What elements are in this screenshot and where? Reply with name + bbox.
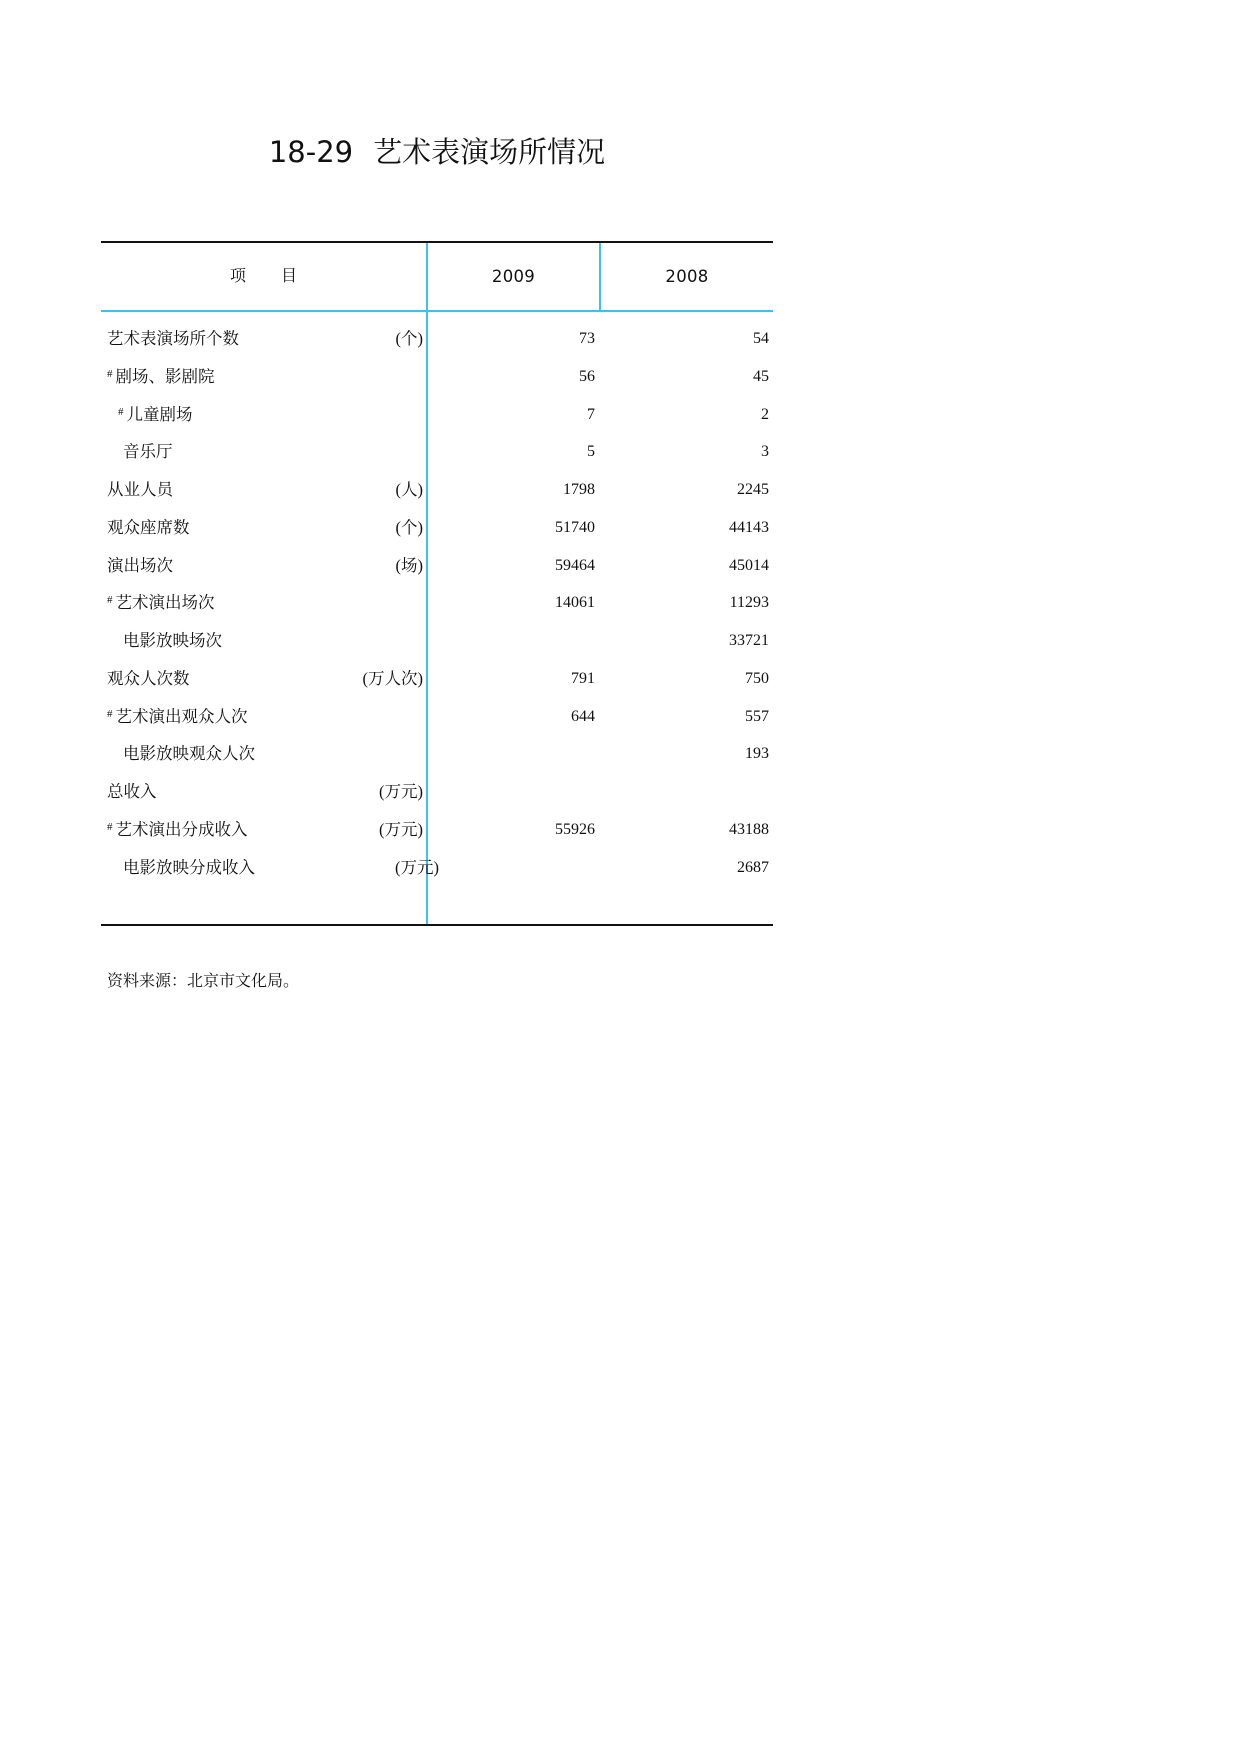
row-label-cell bbox=[101, 396, 444, 434]
table-row bbox=[101, 396, 773, 434]
header-year-2009: 2009 bbox=[491, 267, 536, 286]
value-2009: 7 bbox=[587, 405, 595, 423]
row-label: 电影放映观众人次 bbox=[123, 744, 255, 764]
value-2008: 45014 bbox=[729, 556, 769, 574]
row-label-cell bbox=[101, 735, 449, 773]
value-2008: 43188 bbox=[729, 820, 769, 838]
value-2009: 56 bbox=[579, 367, 595, 385]
row-label: 电影放映分成收入 bbox=[123, 857, 255, 877]
row-unit: (万元) bbox=[379, 819, 423, 839]
row-label: 观众人次数 bbox=[107, 668, 190, 688]
value-2008: 2 bbox=[761, 405, 769, 423]
row-unit: (场) bbox=[395, 555, 423, 575]
value-2008: 557 bbox=[745, 707, 769, 725]
table-header-rule bbox=[101, 310, 773, 312]
subitem-mark: # bbox=[118, 405, 124, 418]
table-row bbox=[101, 320, 773, 358]
table-row bbox=[101, 471, 773, 509]
row-label-cell bbox=[101, 471, 433, 509]
row-label-cell bbox=[101, 433, 449, 471]
page-title bbox=[101, 132, 773, 172]
row-label-cell bbox=[101, 849, 449, 887]
row-label-cell bbox=[101, 358, 433, 396]
row-unit: (人) bbox=[395, 480, 423, 499]
row-unit: (万人次) bbox=[362, 668, 423, 688]
table-number: 18-29 bbox=[268, 135, 354, 169]
row-label-cell bbox=[101, 547, 433, 585]
table-body bbox=[101, 320, 773, 886]
table-title: 艺术表演场所情况 bbox=[373, 137, 606, 169]
row-label-cell bbox=[101, 584, 433, 622]
subitem-mark: # bbox=[107, 594, 113, 607]
value-2009: 51740 bbox=[555, 518, 595, 536]
value-2009: 5 bbox=[587, 443, 595, 461]
value-2008: 750 bbox=[745, 669, 769, 687]
row-label: 艺术演出分成收入 bbox=[115, 819, 248, 839]
table-row bbox=[101, 773, 773, 811]
value-2009: 73 bbox=[579, 330, 595, 347]
row-label: 儿童剧场 bbox=[126, 404, 193, 424]
table-row bbox=[101, 698, 773, 736]
row-unit: (万元) bbox=[395, 857, 439, 877]
row-label-cell bbox=[101, 811, 433, 849]
value-2009: 59464 bbox=[555, 556, 595, 574]
value-2009: 791 bbox=[571, 669, 595, 687]
subitem-mark: # bbox=[107, 367, 113, 380]
value-2009: 1798 bbox=[563, 481, 595, 498]
header-year-2008: 2008 bbox=[665, 267, 709, 286]
row-label-cell bbox=[101, 622, 449, 660]
subitem-mark: # bbox=[107, 820, 113, 833]
row-label: 艺术演出观众人次 bbox=[115, 706, 248, 726]
row-label-cell bbox=[101, 660, 433, 698]
table-row bbox=[101, 811, 773, 849]
value-2008: 33721 bbox=[729, 632, 769, 649]
subitem-mark: # bbox=[107, 707, 113, 720]
value-2008: 2687 bbox=[737, 858, 769, 876]
row-label: 从业人员 bbox=[107, 480, 173, 499]
table-row bbox=[101, 433, 773, 471]
table-row bbox=[101, 849, 773, 887]
row-label: 音乐厅 bbox=[123, 442, 173, 462]
value-2008: 2245 bbox=[737, 481, 769, 498]
row-label-cell bbox=[101, 509, 433, 547]
source-note: 资料来源：北京市文化局。 bbox=[107, 973, 300, 990]
row-label: 总收入 bbox=[107, 782, 157, 801]
row-label: 演出场次 bbox=[107, 555, 173, 575]
row-label: 剧场、影剧院 bbox=[115, 366, 215, 386]
table-row bbox=[101, 622, 773, 660]
row-unit: (个) bbox=[395, 329, 423, 348]
row-label-cell bbox=[101, 773, 433, 811]
table-row bbox=[101, 547, 773, 585]
value-2008: 11293 bbox=[729, 594, 769, 612]
value-2008: 54 bbox=[753, 330, 769, 347]
row-label-cell bbox=[101, 320, 433, 358]
row-label: 艺术演出场次 bbox=[115, 593, 215, 613]
row-label: 电影放映场次 bbox=[123, 631, 222, 650]
value-2008: 45 bbox=[753, 367, 769, 385]
value-2009: 14061 bbox=[555, 594, 595, 612]
value-2008: 3 bbox=[761, 443, 769, 461]
table-row bbox=[101, 358, 773, 396]
value-2009: 644 bbox=[571, 707, 595, 725]
row-unit: (个) bbox=[395, 517, 423, 537]
row-unit: (万元) bbox=[379, 782, 423, 801]
value-2008: 193 bbox=[745, 745, 769, 763]
table-row bbox=[101, 735, 773, 773]
table-row bbox=[101, 509, 773, 547]
row-label-cell bbox=[101, 698, 433, 736]
table-row bbox=[101, 660, 773, 698]
table-bottom-rule bbox=[101, 924, 773, 926]
row-label: 艺术表演场所个数 bbox=[107, 329, 239, 348]
value-2009: 55926 bbox=[555, 820, 595, 838]
header-item: 项 目 bbox=[229, 268, 297, 285]
table-row bbox=[101, 584, 773, 622]
value-2008: 44143 bbox=[729, 518, 769, 536]
row-label: 观众座席数 bbox=[107, 517, 190, 537]
